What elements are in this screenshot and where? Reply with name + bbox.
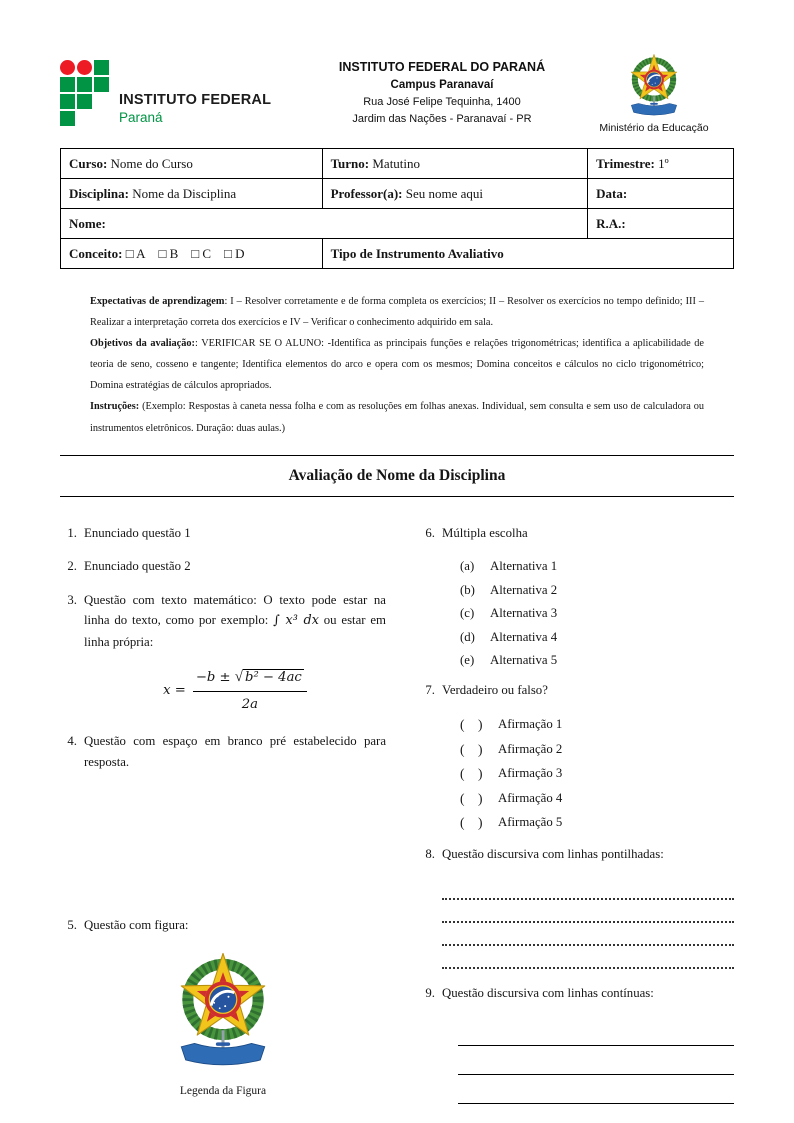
true-false-items <box>460 714 734 834</box>
turno-label: Turno: <box>330 155 370 171</box>
turno-value: Matutino <box>369 155 421 171</box>
conceito-cell <box>61 239 323 269</box>
figure-caption: Legenda da Figura <box>179 1084 267 1097</box>
exam-title: Avaliação de Nome da Disciplina <box>288 466 506 484</box>
nome-label: Nome: <box>69 215 106 231</box>
campus-name: Campus Paranavaí <box>390 78 494 91</box>
data-label: Data: <box>596 185 628 201</box>
questions-column-left <box>60 523 386 1118</box>
objetivos-label: Objetivos da avaliação: <box>90 338 195 350</box>
tf-item-2 <box>460 739 734 761</box>
solid-answer-line <box>458 1017 734 1046</box>
question-8-number: 8. <box>425 846 435 861</box>
question-3-text-after: ou estar em linha própria: <box>84 613 386 649</box>
option-b-text: Alternativa 2 <box>490 582 558 597</box>
tf-item-5-parens: ( ) <box>460 815 483 831</box>
question-figure <box>60 949 386 1097</box>
address-street: Rua José Felipe Tequinha, 1400 <box>363 96 521 108</box>
disciplina-label: Disciplina: <box>69 185 129 201</box>
option-a-text: Alternativa 1 <box>490 559 558 574</box>
question-4 <box>60 731 386 772</box>
option-e-marker: (e) <box>460 653 475 667</box>
option-d-text: Alternativa 4 <box>490 629 558 644</box>
tf-item-5-text: Afirmação 5 <box>498 815 563 830</box>
curso-label: Curso: <box>69 155 108 171</box>
dotted-answer-line <box>442 900 734 923</box>
questions-area <box>60 523 734 1118</box>
square-root <box>235 669 304 684</box>
curso-cell <box>61 149 323 179</box>
question-5 <box>60 915 386 935</box>
question-1 <box>60 523 386 543</box>
data-cell <box>588 179 734 209</box>
ifpr-logo-mark <box>60 60 109 126</box>
tf-item-3 <box>460 763 734 785</box>
coat-of-arms-figure <box>168 949 278 1072</box>
objetivos-paragraph <box>90 333 704 396</box>
table-row <box>61 239 734 269</box>
tf-item-4 <box>460 788 734 810</box>
solid-answer-line <box>458 1075 734 1104</box>
logo-dot <box>60 60 75 75</box>
dotted-lines <box>442 877 734 969</box>
logo-subtitle: Paraná <box>119 110 163 125</box>
professor-cell <box>322 179 588 209</box>
disciplina-value: Nome da Disciplina <box>128 185 237 201</box>
logo-square <box>60 94 75 109</box>
trimestre-cell <box>588 149 734 179</box>
tf-item-2-parens: ( ) <box>460 741 483 757</box>
conceito-label: Conceito: <box>69 245 123 261</box>
question-3-text <box>84 590 386 719</box>
question-6 <box>418 523 734 543</box>
logo-title: INSTITUTO FEDERAL <box>119 92 272 108</box>
turno-cell <box>322 149 588 179</box>
ifpr-logo <box>60 52 310 126</box>
question-4-number: 4. <box>67 734 77 749</box>
tipo-cell <box>322 239 733 269</box>
option-a <box>460 556 734 576</box>
tipo-label: Tipo de Instrumento Avaliativo <box>330 245 504 261</box>
ifpr-logo-text <box>119 92 271 126</box>
logo-square <box>77 77 92 92</box>
expectativas-text: : I – Resolver corretamente e de forma completa os exercícios; II – Resolver os exercícios no tempo definido; III – Realizar a interpretação correta dos exercícios e IV – Verificar o conhecimento adquirido em sala. <box>90 296 704 329</box>
tf-item-3-text: Afirmação 3 <box>498 766 563 781</box>
questions-column-right <box>418 523 734 1118</box>
fraction-denominator: 2a <box>241 697 258 712</box>
option-c <box>460 603 734 623</box>
title-rule-bottom <box>60 496 734 497</box>
solid-answer-line <box>458 1046 734 1075</box>
page-header <box>60 52 734 134</box>
ra-label: R.A.: <box>596 215 626 231</box>
trimestre-label: Trimestre: <box>596 155 655 171</box>
option-a-marker: (a) <box>460 559 475 574</box>
instrucoes-paragraph <box>90 396 704 438</box>
ra-cell <box>588 209 734 239</box>
logo-square <box>94 77 109 92</box>
question-1-text: Enunciado questão 1 <box>84 525 191 540</box>
instrucoes-label: Instruções: <box>90 401 140 413</box>
table-row <box>61 149 734 179</box>
logo-square <box>60 77 75 92</box>
tf-item-4-parens: ( ) <box>460 790 483 806</box>
title-rule-top <box>60 455 734 456</box>
institution-name: INSTITUTO FEDERAL DO PARANÁ <box>338 60 546 74</box>
question-8 <box>418 844 734 864</box>
question-2-number: 2. <box>67 559 77 574</box>
dotted-answer-line <box>442 946 734 969</box>
question-8-text: Questão discursiva com linhas pontilhadas: <box>442 846 664 861</box>
option-b <box>460 580 734 600</box>
question-5-number: 5. <box>67 918 77 933</box>
professor-label: Professor(a): <box>330 185 403 201</box>
question-3-number: 3. <box>67 592 77 607</box>
nome-cell <box>61 209 588 239</box>
professor-value: Seu nome aqui <box>402 185 484 201</box>
fraction-numerator <box>193 665 307 692</box>
question-6-number: 6. <box>425 525 435 540</box>
logo-square <box>94 60 109 75</box>
disciplina-cell <box>61 179 323 209</box>
ministry-label: Ministério da Educação <box>599 122 709 134</box>
numerator-prefix: −b ± <box>195 670 235 685</box>
question-1-number: 1. <box>67 525 77 540</box>
tf-item-1 <box>460 714 734 736</box>
curso-value: Nome do Curso <box>107 155 193 171</box>
tf-item-1-parens: ( ) <box>460 716 483 732</box>
dotted-answer-line <box>442 877 734 900</box>
trimestre-value: 1º <box>654 155 669 171</box>
exam-preamble <box>90 291 704 439</box>
radical-sign: √ <box>234 669 244 685</box>
option-d <box>460 627 734 647</box>
question-3-text-before: Questão com texto matemático: O texto pode estar na linha do texto, como por exemplo: <box>84 592 386 628</box>
display-equation-quadratic <box>84 665 386 715</box>
fraction <box>193 665 307 715</box>
tf-item-1-text: Afirmação 1 <box>498 716 563 731</box>
question-7 <box>418 680 734 700</box>
table-row <box>61 209 734 239</box>
option-e-text: Alternativa 5 <box>490 653 558 667</box>
question-9 <box>418 983 734 1003</box>
institution-address <box>310 52 574 127</box>
expectativas-label: Expectativas de aprendizagem <box>90 296 225 307</box>
tf-item-5 <box>460 812 734 834</box>
table-row <box>61 179 734 209</box>
question-2-text: Enunciado questão 2 <box>84 559 191 574</box>
exam-info-table <box>60 148 734 269</box>
question-3 <box>60 590 386 719</box>
coat-of-arms-icon <box>624 52 684 119</box>
question-6-text: Múltipla escolha <box>442 525 528 540</box>
conceito-checkboxes: □ A □ B □ C □ D <box>122 245 245 261</box>
logo-square <box>60 111 75 126</box>
logo-square <box>77 94 92 109</box>
question-9-number: 9. <box>425 986 435 1001</box>
dotted-answer-line <box>442 923 734 946</box>
question-5-text: Questão com figura: <box>84 918 189 933</box>
option-b-marker: (b) <box>460 582 475 597</box>
solid-lines <box>458 1017 734 1104</box>
question-2 <box>60 556 386 576</box>
objetivos-text: : VERIFICAR SE O ALUNO: -Identifica as principais funções e relações trigonométricas; identifica a aplicabilidade de teoria de seno, cosseno e tangente; Identifica elementos do arco e opera com os mesmos; Domina conceitos e cálculos no ciclo trigonométrico; Domina estratégias de cálculos apropriados. <box>90 338 704 392</box>
question-9-text: Questão discursiva com linhas contínuas: <box>442 986 654 1001</box>
tf-item-4-text: Afirmação 4 <box>498 790 563 805</box>
tf-item-3-parens: ( ) <box>460 766 483 782</box>
question-7-text: Verdadeiro ou falso? <box>442 683 548 698</box>
option-d-marker: (d) <box>460 629 475 644</box>
question-4-text: Questão com espaço em branco pré estabelecido para resposta. <box>84 734 386 769</box>
logo-dot <box>77 60 92 75</box>
blank-answer-space <box>60 785 386 915</box>
equation-lhs: x = <box>163 682 186 698</box>
multiple-choice-options <box>460 556 734 670</box>
radicand: b² − 4ac <box>245 670 302 685</box>
option-c-marker: (c) <box>460 606 475 621</box>
expectativas-paragraph <box>90 291 704 333</box>
question-7-number: 7. <box>425 683 435 698</box>
ministry-block <box>574 52 734 134</box>
instrucoes-text: (Exemplo: Respostas à caneta nessa folha e com as resoluções em folhas anexas. Individual, sem consulta e sem uso de calculadora ou instrumentos eletrônicos. Duração: duas aulas.) <box>90 401 704 434</box>
inline-math-integral: ∫ x³ dx <box>273 613 319 629</box>
option-e <box>460 650 734 670</box>
address-city: Jardim das Nações - Paranavaí - PR <box>352 112 532 125</box>
option-c-text: Alternativa 3 <box>490 606 558 621</box>
tf-item-2-text: Afirmação 2 <box>498 741 563 756</box>
